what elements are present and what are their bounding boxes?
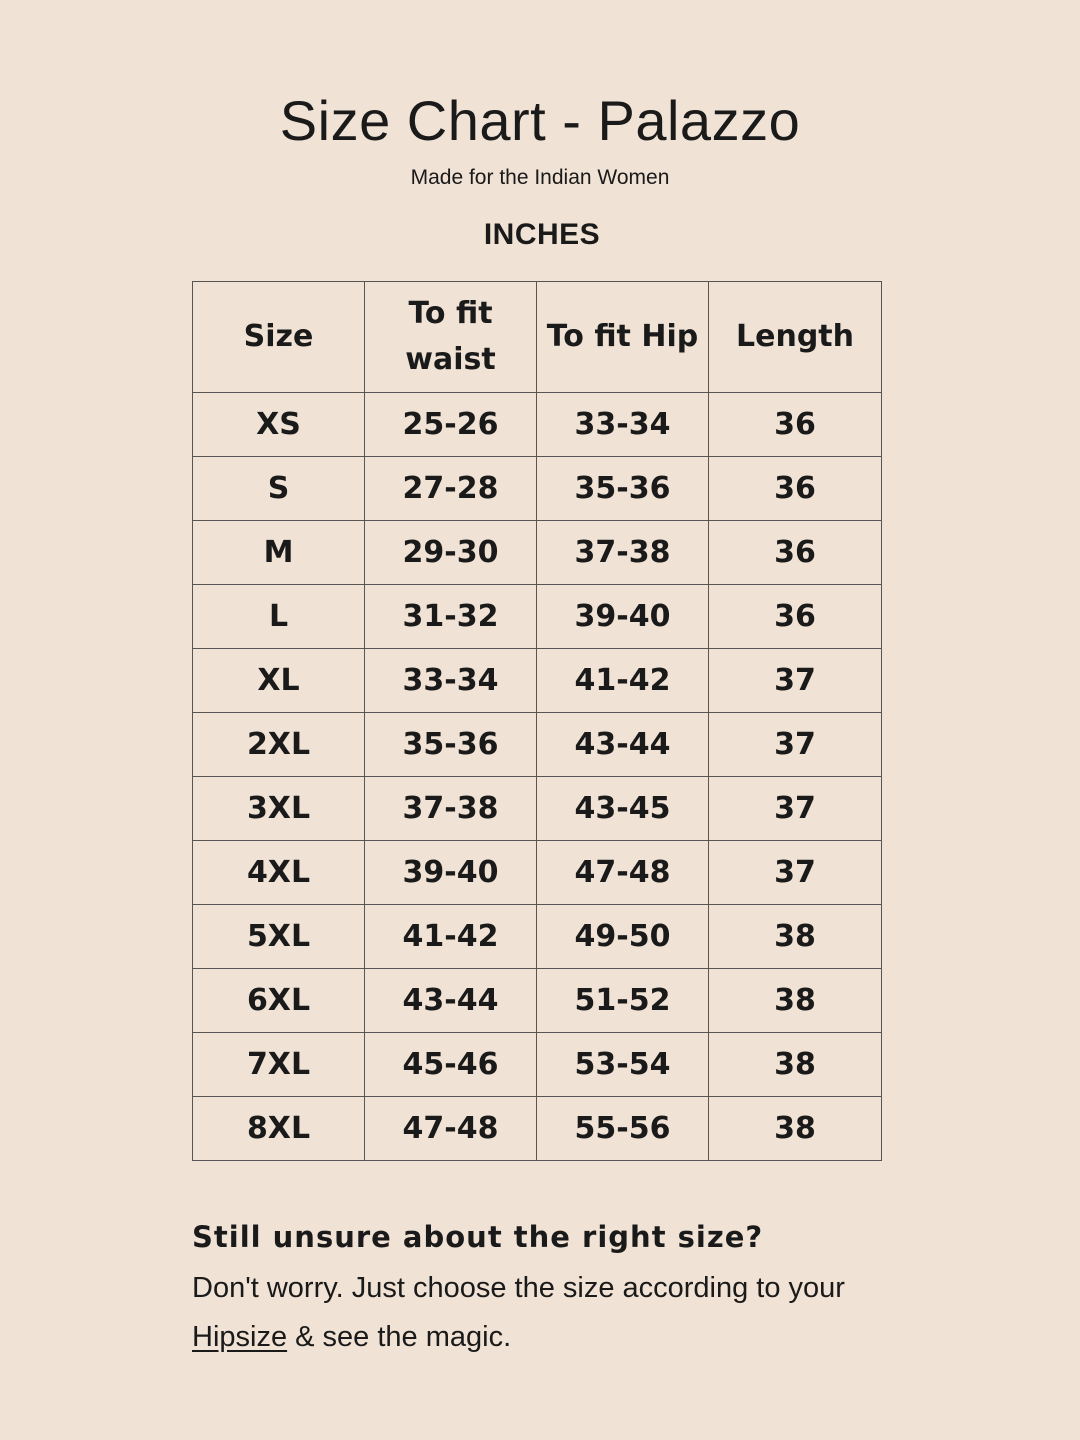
table-row [193, 969, 882, 1033]
table-row [193, 1033, 882, 1097]
table-row [193, 521, 882, 585]
cell-length: 38 [709, 1033, 882, 1097]
table-row [193, 457, 882, 521]
cell-size: 8XL [193, 1097, 365, 1161]
cell-length: 37 [709, 777, 882, 841]
cell-hip: 55-56 [537, 1097, 709, 1161]
cell-size: 3XL [193, 777, 365, 841]
cell-hip: 41-42 [537, 649, 709, 713]
cell-waist: 45-46 [365, 1033, 537, 1097]
hipsize-link[interactable]: Hipsize [192, 1321, 288, 1353]
cell-hip: 51-52 [537, 969, 709, 1033]
table-row [193, 905, 882, 969]
page-title: Size Chart - Palazzo [279, 89, 801, 152]
cell-length: 38 [709, 969, 882, 1033]
cell-size: 4XL [193, 841, 365, 905]
column-header-hip: To fit Hip [537, 282, 709, 393]
cell-hip: 43-44 [537, 713, 709, 777]
cell-length: 36 [709, 521, 882, 585]
cell-hip: 33-34 [537, 393, 709, 457]
cell-hip: 47-48 [537, 841, 709, 905]
cell-length: 37 [709, 841, 882, 905]
table-row [193, 713, 882, 777]
cell-length: 38 [709, 905, 882, 969]
cell-size: 6XL [193, 969, 365, 1033]
column-header-waist [365, 282, 537, 393]
cell-length: 37 [709, 713, 882, 777]
cell-hip: 35-36 [537, 457, 709, 521]
note-line-1: Don't worry. Just choose the size according to your [192, 1272, 845, 1304]
table-row [193, 393, 882, 457]
table-row [193, 841, 882, 905]
cell-waist: 33-34 [365, 649, 537, 713]
cell-waist: 27-28 [365, 457, 537, 521]
cell-length: 37 [709, 649, 882, 713]
table-header-row [193, 282, 882, 393]
cell-length: 36 [709, 457, 882, 521]
cell-waist: 25-26 [365, 393, 537, 457]
cell-size: XL [193, 649, 365, 713]
cell-length: 38 [709, 1097, 882, 1161]
table-row [193, 1097, 882, 1161]
cell-waist: 31-32 [365, 585, 537, 649]
cell-length: 36 [709, 393, 882, 457]
column-header-size: Size [193, 282, 365, 393]
cell-waist: 47-48 [365, 1097, 537, 1161]
cell-waist: 43-44 [365, 969, 537, 1033]
table-body [193, 393, 882, 1161]
cell-size: M [193, 521, 365, 585]
cell-size: XS [193, 393, 365, 457]
cell-hip: 37-38 [537, 521, 709, 585]
cell-waist: 41-42 [365, 905, 537, 969]
note-heading: Still unsure about the right size? [192, 1220, 764, 1254]
cell-size: 7XL [193, 1033, 365, 1097]
unit-label: INCHES [483, 218, 601, 251]
cell-waist: 29-30 [365, 521, 537, 585]
cell-hip: 49-50 [537, 905, 709, 969]
cell-size: 2XL [193, 713, 365, 777]
column-header-length: Length [709, 282, 882, 393]
cell-hip: 43-45 [537, 777, 709, 841]
table-row [193, 585, 882, 649]
cell-size: 5XL [193, 905, 365, 969]
note-line-2: & see the magic. [287, 1321, 512, 1353]
cell-hip: 39-40 [537, 585, 709, 649]
column-header-waist-label: To fit waist [405, 296, 496, 377]
cell-size: L [193, 585, 365, 649]
size-chart-table [192, 281, 882, 1161]
table-row [193, 777, 882, 841]
cell-length: 36 [709, 585, 882, 649]
cell-size: S [193, 457, 365, 521]
cell-waist: 39-40 [365, 841, 537, 905]
cell-hip: 53-54 [537, 1033, 709, 1097]
page-subtitle: Made for the Indian Women [410, 166, 670, 189]
table-row [193, 649, 882, 713]
cell-waist: 37-38 [365, 777, 537, 841]
note-body [192, 1264, 912, 1362]
cell-waist: 35-36 [365, 713, 537, 777]
